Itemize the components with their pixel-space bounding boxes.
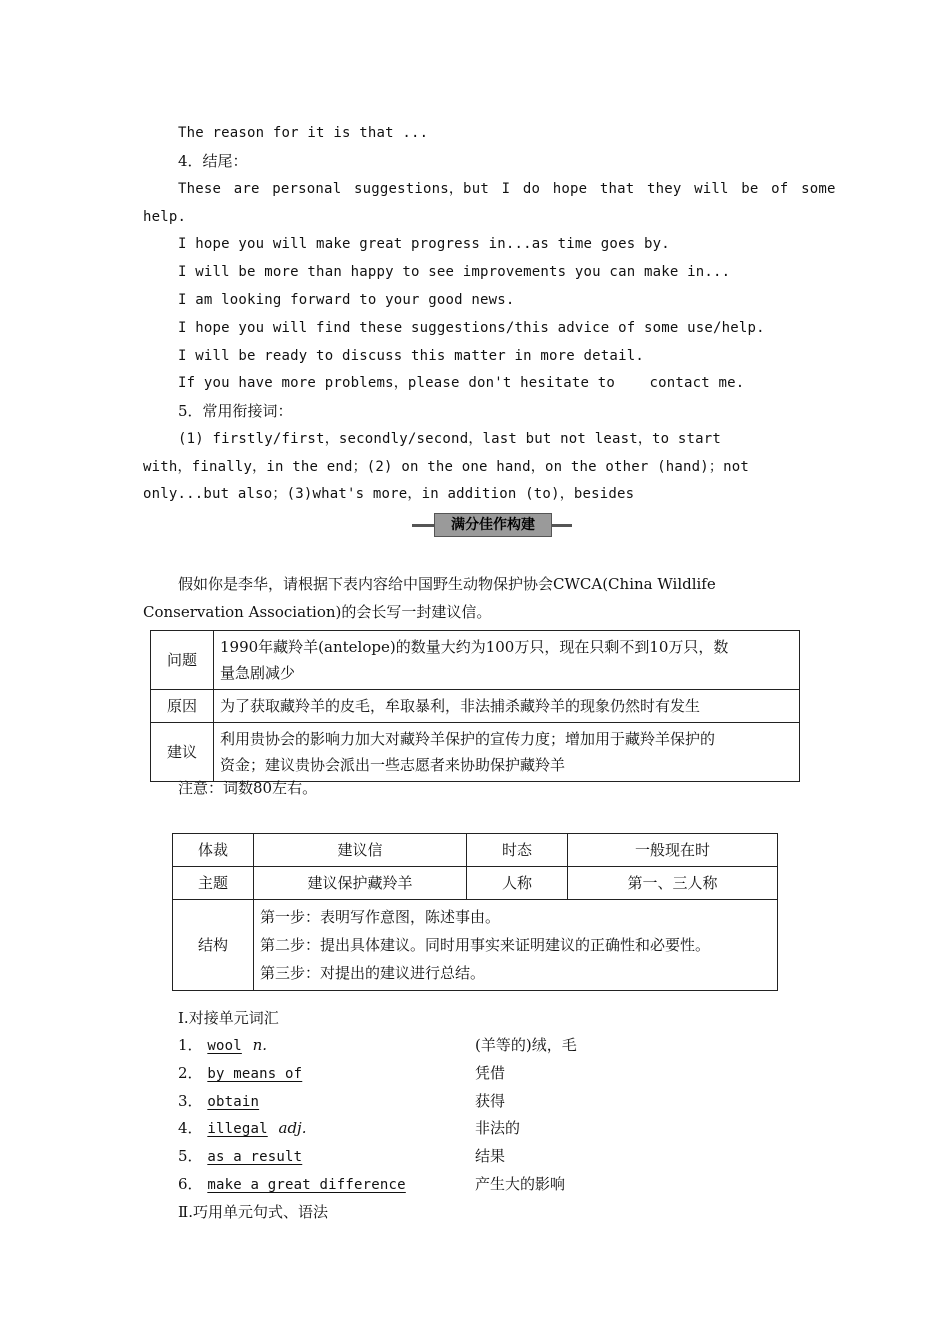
vocab-item <box>178 1118 306 1139</box>
closing-line-1a: These are personal suggestions，but I do hope that they will be of some <box>178 181 836 197</box>
vocab-term: make a great difference <box>207 1177 406 1193</box>
row-content <box>214 631 800 690</box>
person-value: 第一、三人称 <box>568 867 778 900</box>
row-label: 建议 <box>151 723 214 782</box>
closing-line-4: I am looking forward to your good news. <box>178 292 515 308</box>
section-2-heading: Ⅱ.巧用单元句式、语法 <box>178 1203 328 1221</box>
vocab-item <box>178 1146 302 1167</box>
task-table <box>150 630 800 782</box>
vocab-item <box>178 1035 267 1056</box>
row-label: 原因 <box>151 690 214 723</box>
banner-right-rule <box>550 524 572 527</box>
reason-line: The reason for it is that ... <box>178 125 429 141</box>
tense-value: 一般现在时 <box>568 834 778 867</box>
row-content <box>214 723 800 782</box>
table-row <box>151 723 800 782</box>
table-row <box>173 900 778 991</box>
vocab-pos: adj. <box>278 1119 307 1137</box>
vocab-term: obtain <box>207 1094 260 1110</box>
closing-line-5: I hope you will find these suggestions/this advice of some use/help. <box>178 320 765 336</box>
closing-line-1b: help. <box>143 209 187 225</box>
vocab-item <box>178 1063 302 1084</box>
vocab-num: 4． <box>178 1119 203 1137</box>
banner-left-rule <box>412 524 434 527</box>
vocab-num: 1． <box>178 1036 203 1054</box>
connectives-line-3: only...but also；(3)what's more，in addition (to)，besides <box>143 486 635 502</box>
vocab-num: 6． <box>178 1175 203 1193</box>
closing-line-2: I hope you will make great progress in...as time goes by. <box>178 236 670 252</box>
step-line: 第一步：表明写作意图，陈述事由。 <box>260 908 501 926</box>
analysis-table <box>172 833 778 991</box>
structure-steps <box>254 900 778 991</box>
closing-line-6: I will be ready to discuss this matter in more detail. <box>178 348 644 364</box>
closing-line-7: If you have more problems，please don't hesitate to contact me. <box>178 375 745 391</box>
vocab-term: wool <box>207 1038 242 1054</box>
row-text-line: 量急剧减少 <box>220 664 296 682</box>
vocab-term: by means of <box>207 1066 303 1082</box>
table-row <box>151 631 800 690</box>
vocab-num: 5． <box>178 1147 203 1165</box>
table-row <box>151 690 800 723</box>
vocab-meaning: 非法的 <box>475 1119 521 1137</box>
row-text-line: 资金；建议贵协会派出一些志愿者来协助保护藏羚羊 <box>220 756 566 774</box>
step-line: 第二步：提出具体建议。同时用事实来证明建议的正确性和必要性。 <box>260 936 711 954</box>
row-label: 问题 <box>151 631 214 690</box>
connectives-heading: 5．常用衔接词： <box>178 402 293 420</box>
theme-value: 建议保护藏羚羊 <box>254 867 467 900</box>
vocab-pos: n. <box>252 1036 268 1054</box>
person-label: 人称 <box>467 867 568 900</box>
table-row <box>173 834 778 867</box>
closing-line-3: I will be more than happy to see improvements you can make in... <box>178 264 731 280</box>
tense-label: 时态 <box>467 834 568 867</box>
task-intro-line-1: 假如你是李华，请根据下表内容给中国野生动物保护协会CWCA(China Wildlife <box>178 575 716 593</box>
task-intro-line-2: Conservation Association)的会长写一封建议信。 <box>143 603 492 621</box>
row-text-line: 1990年藏羚羊(antelope)的数量大约为100万只，现在只剩不到10万只，数 <box>220 638 729 656</box>
vocab-item <box>178 1091 259 1112</box>
banner-title: 满分佳作构建 <box>434 513 552 537</box>
closing-heading: 4．结尾： <box>178 152 248 170</box>
vocab-term: illegal <box>207 1121 268 1137</box>
vocab-meaning: 获得 <box>475 1092 506 1110</box>
connectives-line-1: (1) firstly/first，secondly/second，last but not least，to start <box>178 431 722 447</box>
vocab-term: as a result <box>207 1149 303 1165</box>
vocab-heading: Ⅰ.对接单元词汇 <box>178 1009 279 1027</box>
vocab-meaning: (羊等的)绒，毛 <box>475 1036 577 1054</box>
step-line: 第三步：对提出的建议进行总结。 <box>260 964 486 982</box>
vocab-num: 3． <box>178 1092 203 1110</box>
row-content: 为了获取藏羚羊的皮毛，牟取暴利，非法捕杀藏羚羊的现象仍然时有发生 <box>214 690 800 723</box>
row-text-line: 利用贵协会的影响力加大对藏羚羊保护的宣传力度；增加用于藏羚羊保护的 <box>220 730 716 748</box>
genre-value: 建议信 <box>254 834 467 867</box>
vocab-num: 2． <box>178 1064 203 1082</box>
vocab-item <box>178 1174 406 1195</box>
vocab-meaning: 结果 <box>475 1147 506 1165</box>
section-banner <box>412 513 572 537</box>
word-count-note: 注意：词数80左右。 <box>178 779 318 797</box>
connectives-line-2: with，finally，in the end；(2) on the one hand，on the other (hand)；not <box>143 459 749 475</box>
vocab-meaning: 凭借 <box>475 1064 506 1082</box>
theme-label: 主题 <box>173 867 254 900</box>
genre-label: 体裁 <box>173 834 254 867</box>
vocab-meaning: 产生大的影响 <box>475 1175 566 1193</box>
structure-label: 结构 <box>173 900 254 991</box>
table-row <box>173 867 778 900</box>
